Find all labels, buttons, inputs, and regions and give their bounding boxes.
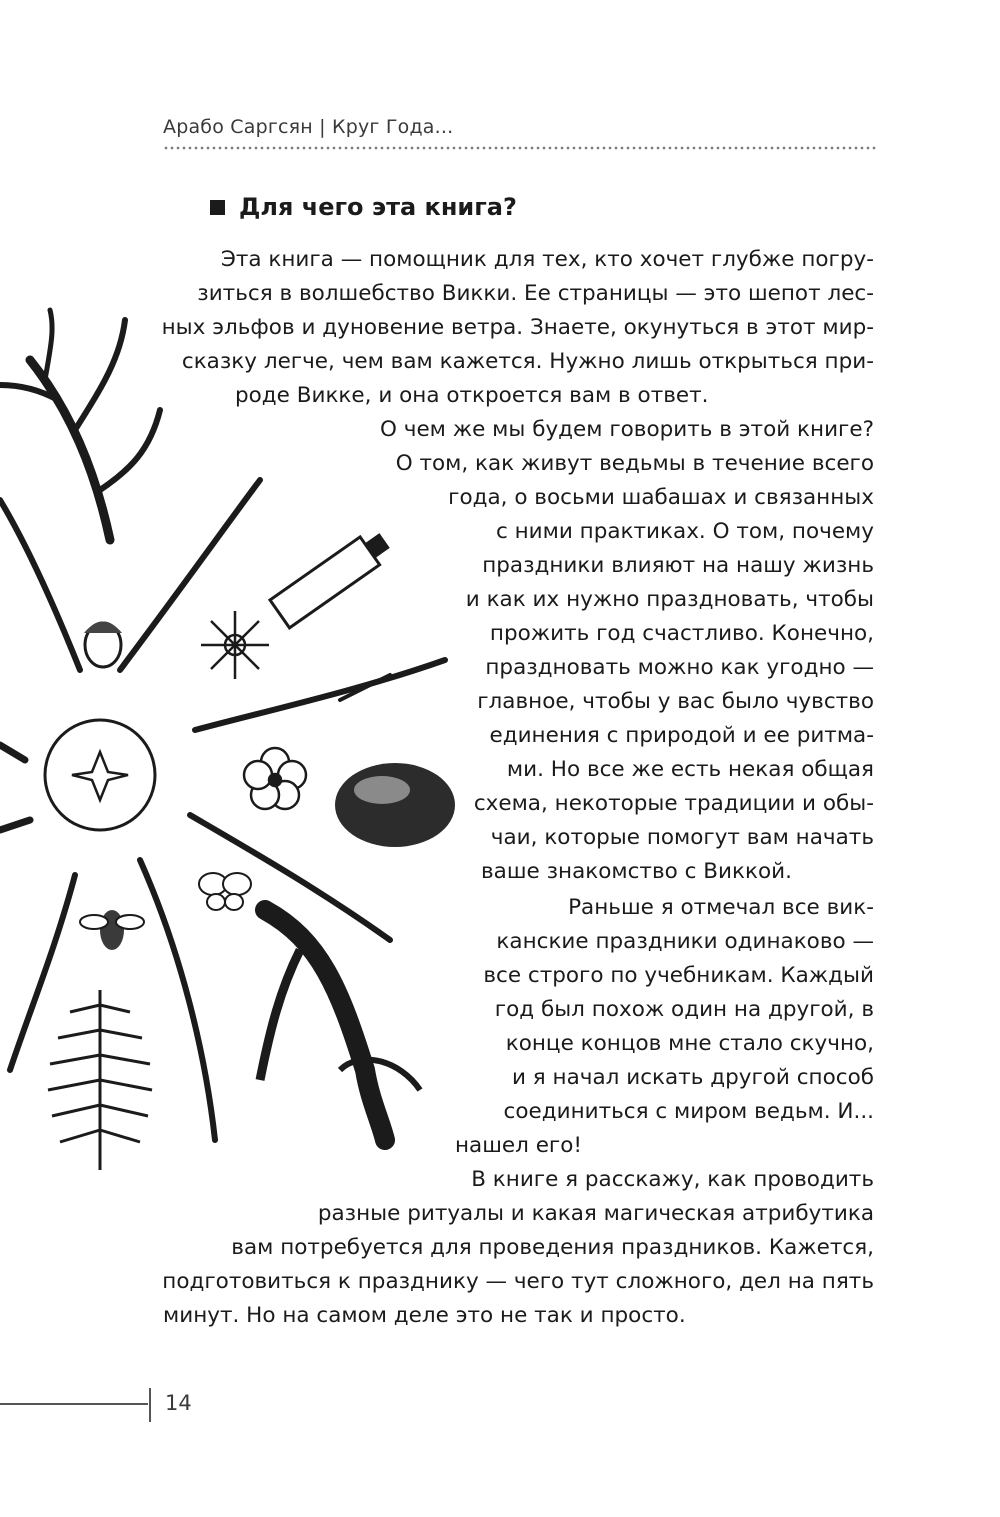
body-line-9: с ними практиках. О том, почему [495,519,874,544]
footer-rule [0,1403,148,1405]
square-bullet-icon [210,200,225,215]
body-line-28: В книге я расскажу, как проводить [471,1167,874,1192]
body-line-31: подготовиться к празднику — чего тут сложного, дел на пять [162,1269,874,1294]
body-line-1: Эта книга — помощник для тех, кто хочет глубже погру- [220,247,874,272]
body-line-18: чаи, которые помогут вам начать [490,825,874,850]
body-line-21: канские праздники одинаково — [496,929,874,954]
body-line-29: разные ритуалы и какая магическая атрибутика [317,1201,874,1226]
body-line-22: все строго по учебникам. Каждый [483,963,874,988]
body-line-13: праздновать можно как угодно — [485,655,874,680]
footer-bar [149,1388,151,1422]
body-line-7: О том, как живут ведьмы в течение всего [395,451,874,476]
body-line-2: зиться в волшебство Викки. Ее страницы — это шепот лес- [197,281,874,306]
body-line-16: ми. Но все же есть некая общая [506,757,874,782]
page-number: 14 [165,1391,192,1415]
body-line-30: вам потребуется для проведения праздников. Кажется, [231,1235,874,1260]
section-heading [210,193,517,221]
body-line-14: главное, чтобы у вас было чувство [477,689,874,714]
body-line-32: минут. Но на самом деле это не так и просто. [163,1303,686,1328]
body-line-4: сказку легче, чем вам кажется. Нужно лишь открыться при- [181,349,874,374]
body-line-15: единения с природой и ее ритма- [489,723,874,748]
body-line-26: соединиться с миром ведьм. И... [503,1099,874,1124]
botanical-illustration [0,290,460,1170]
body-line-6: О чем же мы будем говорить в этой книге? [380,417,874,442]
body-line-19: ваше знакомство с Виккой. [481,859,792,884]
body-line-27: нашел его! [455,1133,583,1158]
body-line-5: роде Викке, и она откроется вам в ответ. [235,383,709,408]
body-line-17: схема, некоторые традиции и обы- [473,791,874,816]
running-title: Арабо Саргсян | Круг Года... [163,116,454,138]
section-heading-text: Для чего эта книга? [239,193,517,221]
body-line-20: Раньше я отмечал все вик- [568,895,874,920]
header-dotted-rule [163,146,878,150]
body-line-10: праздники влияют на нашу жизнь [482,553,874,578]
body-line-25: и я начал искать другой способ [511,1065,874,1090]
body-line-8: года, о восьми шабашах и связанных [448,485,874,510]
body-line-23: год был похож один на другой, в [494,997,874,1022]
body-line-12: прожить год счастливо. Конечно, [489,621,874,646]
body-line-3: ных эльфов и дуновение ветра. Знаете, окунуться в этот мир- [161,315,874,340]
body-line-11: и как их нужно праздновать, чтобы [465,587,874,612]
body-line-24: конце концов мне стало скучно, [505,1031,874,1056]
